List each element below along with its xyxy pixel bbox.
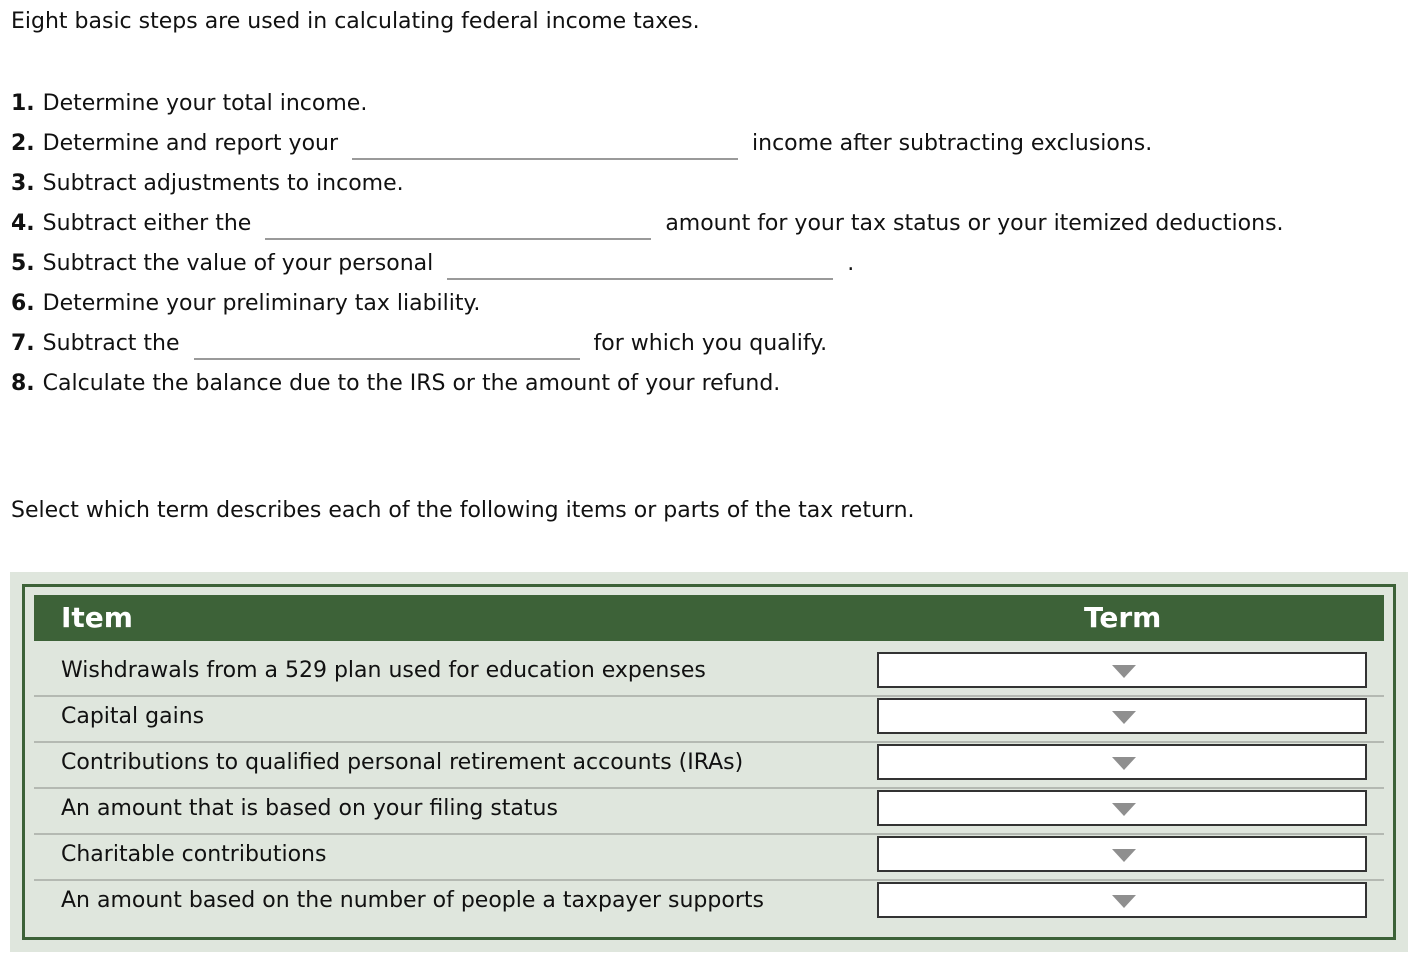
step-8	[11, 364, 1284, 404]
step-text: Subtract either the	[42, 211, 252, 236]
matching-panel	[10, 572, 1408, 952]
intro-text: Eight basic steps are used in calculating federal income taxes.	[11, 9, 700, 34]
step-7-blank-dropdown[interactable]	[194, 324, 580, 360]
table-row	[34, 835, 1384, 881]
step-text: Determine your preliminary tax liability.	[42, 291, 481, 316]
step-number: 2.	[11, 131, 35, 156]
step-number: 7.	[11, 331, 35, 356]
step-number: 5.	[11, 251, 35, 276]
triangle-down-icon	[1112, 711, 1136, 724]
table-body	[34, 651, 1384, 925]
step-text: Subtract the value of your personal	[42, 251, 434, 276]
step-text-after: for which you qualify.	[593, 331, 828, 356]
step-4	[11, 204, 1284, 244]
table-row	[34, 697, 1384, 743]
step-1	[11, 84, 1284, 124]
table-row	[34, 651, 1384, 697]
step-number: 6.	[11, 291, 35, 316]
triangle-down-icon	[1112, 757, 1136, 770]
step-text-after: amount for your tax status or your itemized deductions.	[665, 211, 1284, 236]
step-text-after: .	[847, 251, 855, 276]
step-text-after: income after subtracting exclusions.	[752, 131, 1153, 156]
table-row	[34, 789, 1384, 835]
step-number: 8.	[11, 371, 35, 396]
term-dropdown-3[interactable]	[877, 744, 1367, 780]
triangle-down-icon	[1112, 895, 1136, 908]
step-3	[11, 164, 1284, 204]
header-term: Term	[1084, 601, 1162, 634]
term-dropdown-4[interactable]	[877, 790, 1367, 826]
step-5-blank-dropdown[interactable]	[447, 244, 833, 280]
step-2	[11, 124, 1284, 164]
table-header	[34, 595, 1384, 641]
step-6	[11, 284, 1284, 324]
triangle-down-icon	[1112, 849, 1136, 862]
step-text: Calculate the balance due to the IRS or the amount of your refund.	[42, 371, 781, 396]
triangle-down-icon	[1112, 665, 1136, 678]
term-dropdown-2[interactable]	[877, 698, 1367, 734]
step-number: 4.	[11, 211, 35, 236]
instruction-text: Select which term describes each of the following items or parts of the tax return.	[11, 498, 915, 523]
step-text: Subtract the	[42, 331, 180, 356]
row-item-label: Contributions to qualified personal retirement accounts (IRAs)	[61, 750, 744, 775]
step-2-blank-dropdown[interactable]	[352, 124, 738, 160]
step-text: Determine and report your	[42, 131, 339, 156]
step-7	[11, 324, 1284, 364]
step-text: Determine your total income.	[42, 91, 368, 116]
step-number: 1.	[11, 91, 35, 116]
step-number: 3.	[11, 171, 35, 196]
row-item-label: An amount that is based on your filing status	[61, 796, 558, 821]
row-item-label: Capital gains	[61, 704, 205, 729]
step-text: Subtract adjustments to income.	[42, 171, 404, 196]
row-item-label: An amount based on the number of people a taxpayer supports	[61, 888, 764, 913]
row-item-label: Charitable contributions	[61, 842, 327, 867]
step-4-blank-dropdown[interactable]	[265, 204, 651, 240]
steps-list	[11, 84, 1284, 404]
matching-table	[22, 584, 1396, 940]
term-dropdown-1[interactable]	[877, 652, 1367, 688]
header-item: Item	[61, 601, 133, 634]
triangle-down-icon	[1112, 803, 1136, 816]
term-dropdown-6[interactable]	[877, 882, 1367, 918]
table-row	[34, 881, 1384, 925]
table-row	[34, 743, 1384, 789]
term-dropdown-5[interactable]	[877, 836, 1367, 872]
row-item-label: Wishdrawals from a 529 plan used for education expenses	[61, 658, 706, 683]
step-5	[11, 244, 1284, 284]
